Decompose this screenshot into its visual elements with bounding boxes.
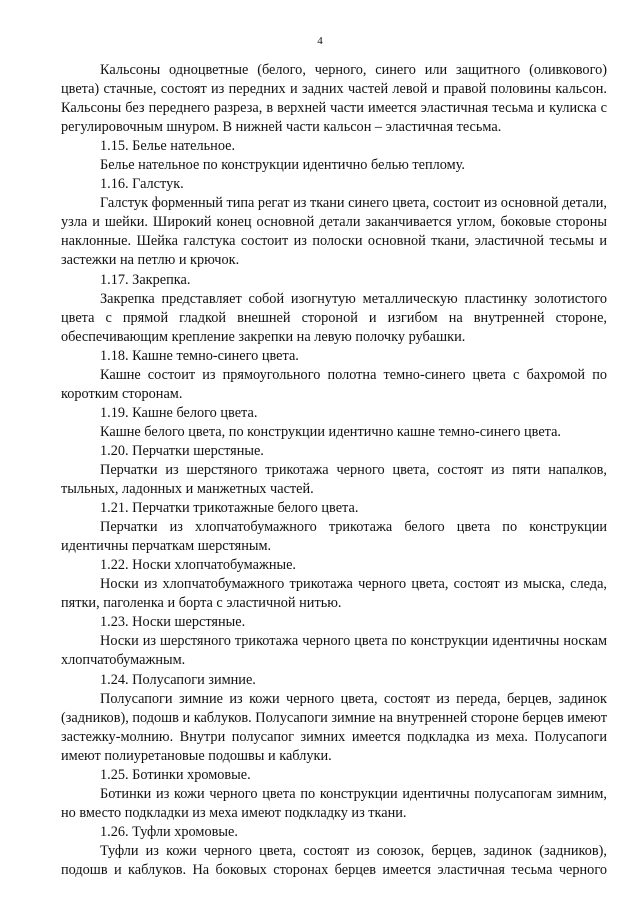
section-heading-1-20: 1.20. Перчатки шерстяные.	[100, 442, 264, 459]
paragraph-underwear: Белье нательное по конструкции идентично белью теплому.	[100, 157, 465, 174]
paragraph-white-gloves: Перчатки из хлопчатобумажного трикотажа белого цвета по конструкции идентичны перчаткам шерстяным.	[61, 519, 607, 555]
section-heading-1-15: 1.15. Белье нательное.	[100, 138, 236, 155]
section-heading-1-25: 1.25. Ботинки хромовые.	[100, 766, 251, 783]
section-heading-1-18: 1.18. Кашне темно-синего цвета.	[100, 347, 299, 364]
document-body	[61, 61, 607, 880]
paragraph-cotton-socks: Носки из хлопчатобумажного трикотажа черного цвета, состоят из мыска, следа, пятки, паголенка и борта с эластичной нитью.	[61, 576, 607, 612]
section-heading-1-23: 1.23. Носки шерстяные.	[100, 614, 246, 631]
paragraph-leather-boots: Ботинки из кожи черного цвета по конструкции идентичны полусапогам зимним, но вместо подкладки из меха имеют подкладку из ткани.	[61, 785, 607, 821]
page-number: 4	[317, 35, 323, 47]
section-heading-1-21: 1.21. Перчатки трикотажные белого цвета.	[100, 500, 359, 517]
section-heading-1-26: 1.26. Туфли хромовые.	[100, 823, 238, 840]
paragraph-tie: Галстук форменный типа регат из ткани синего цвета, состоит из основной детали, узла и шейки. Широкий конец основной детали заканчивается углом, боковые стороны наклонные. Шейка галстука состоит из полоски основной ткани, эластичной тесьмы и застежки на петлю и крючок.	[61, 195, 608, 269]
paragraph-tie-clip: Закрепка представляет собой изогнутую металлическую пластинку золотистого цвета с прямой гладкой внешней стороной и изгибом на внутренней стороне, обеспечивающим крепление закрепки на левую полочку рубашки.	[61, 290, 607, 345]
paragraph-scarf-white: Кашне белого цвета, по конструкции идентично кашне темно-синего цвета.	[100, 423, 562, 440]
paragraph-leather-shoes: Туфли из кожи черного цвета, состоят из союзок, берцев, задинок (задников), подошв и каблуков. На боковых сторонах берцев имеется эластичная тесьма черного	[61, 842, 607, 878]
section-heading-1-19: 1.19. Кашне белого цвета.	[100, 404, 258, 421]
section-heading-1-16: 1.16. Галстук.	[100, 176, 184, 193]
section-heading-1-17: 1.17. Закрепка.	[100, 271, 191, 288]
paragraph-winter-boots: Полусапоги зимние из кожи черного цвета, состоят из переда, берцев, задинок (задников), подошв и каблуков. Полусапоги зимние на внутренней стороне берцев имеют застежку-молнию. Внутри полусапог зимних имеется подкладка из меха. Полусапоги имеют полиуретановые подошвы и каблуки.	[61, 690, 607, 764]
section-heading-1-24: 1.24. Полусапоги зимние.	[100, 671, 256, 688]
section-heading-1-22: 1.22. Носки хлопчатобумажные.	[100, 557, 297, 574]
paragraph-wool-socks: Носки из шерстяного трикотажа черного цвета по конструкции идентичны носкам хлопчатобумажным.	[61, 633, 607, 669]
paragraph-long-johns: Кальсоны одноцветные (белого, черного, синего или защитного (оливкового) цвета) стачные, состоят из передних и задних частей левой и правой половины кальсон. Кальсоны без переднего разреза, в верхней части имеется эластичная тесьма и кулиска с регулировочным шнуром. В нижней части кальсон – эластичная тесьма.	[61, 62, 607, 136]
paragraph-wool-gloves: Перчатки из шерстяного трикотажа черного цвета, состоят из пяти напалков, тыльных, ладонных и манжетных частей.	[61, 461, 607, 498]
paragraph-scarf-navy: Кашне состоит из прямоугольного полотна темно-синего цвета с бахромой по коротким сторонам.	[61, 366, 607, 402]
